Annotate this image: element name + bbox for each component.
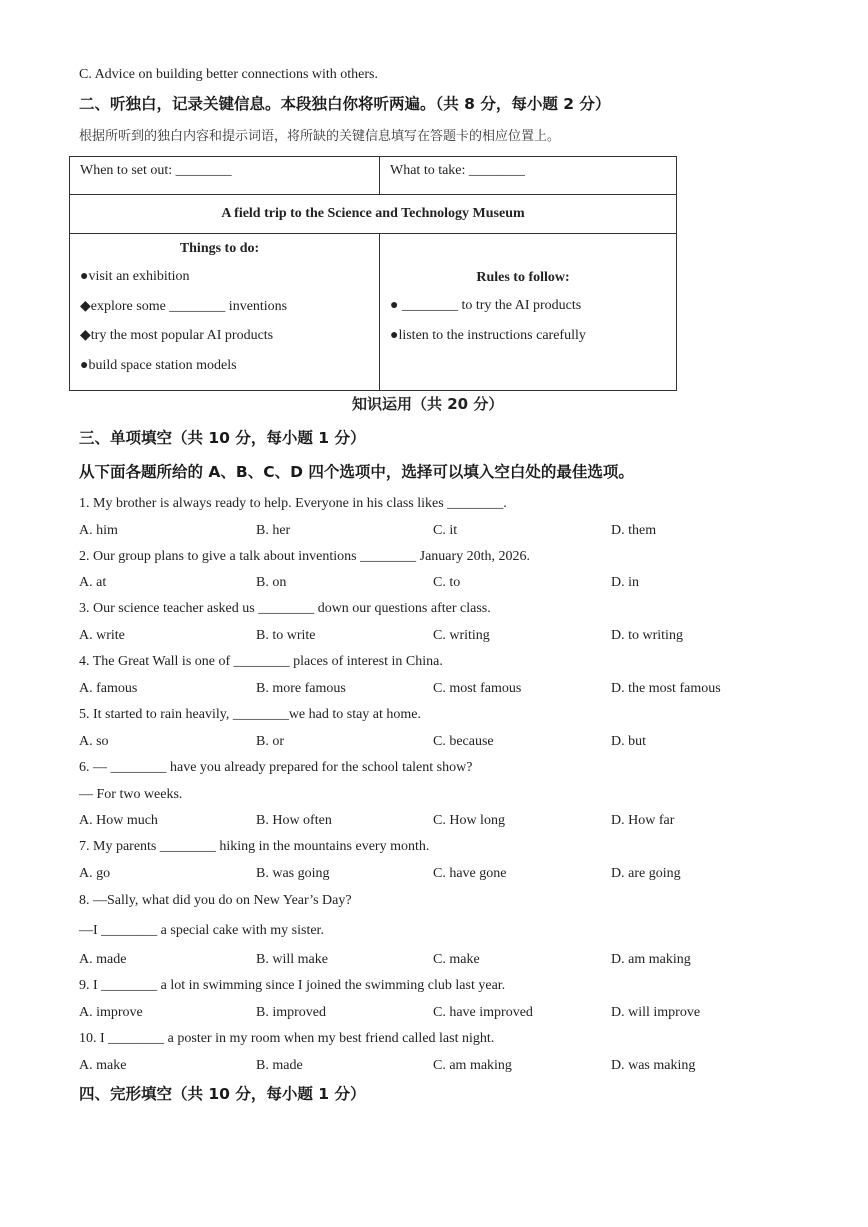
answer-option-b: B. will make	[256, 952, 328, 967]
section-2-heading: 二、听独白，记录关键信息。本段独白你将听两遍。（共 8 分，每小题 2 分）	[79, 95, 611, 113]
answer-option-c: C. most famous	[433, 681, 522, 696]
answer-option-b: B. or	[256, 734, 284, 749]
answer-option-a: A. make	[79, 1058, 127, 1073]
answer-option-c: C. How long	[433, 813, 505, 828]
rules-item: ● ________ to try the AI products	[390, 298, 582, 313]
answer-option-c: C. have improved	[433, 1005, 533, 1020]
answer-option-a: A. so	[79, 734, 109, 749]
rules-item: ●listen to the instructions carefully	[390, 327, 586, 343]
question-stem: 3. Our science teacher asked us ________ down our questions after class.	[79, 601, 491, 616]
question-stem: 5. It started to rain heavily, ________we had to stay at home.	[79, 707, 422, 722]
things-item: ◆explore some ________ inventions	[80, 298, 288, 314]
answer-option-a: A. him	[79, 523, 118, 538]
previous-question-option-c: C. Advice on building better connections with others.	[79, 67, 379, 82]
things-item: ◆try the most popular AI products	[80, 328, 274, 343]
answer-option-b: B. on	[256, 575, 287, 590]
question-stem: 1. My brother is always ready to help. Everyone in his class likes ________.	[79, 496, 507, 511]
things-to-do-title: Things to do:	[179, 241, 260, 256]
section-3-heading: 三、单项填空（共 10 分，每小题 1 分）	[79, 429, 366, 447]
answer-option-c: C. because	[433, 734, 494, 749]
answer-option-d: D. to writing	[611, 628, 683, 643]
section-2-instruction: 根据所听到的独白内容和提示词语，将所缺的关键信息填写在答题卡的相应位置上。	[79, 129, 561, 144]
answer-option-d: D. am making	[611, 952, 691, 967]
answer-option-d: D. but	[611, 734, 646, 749]
answer-option-b: B. improved	[256, 1005, 326, 1020]
answer-option-b: B. How often	[256, 813, 332, 828]
question-stem: 2. Our group plans to give a talk about inventions ________ January 20th, 2026.	[79, 549, 531, 564]
field-trip-table	[69, 156, 677, 391]
answer-option-d: D. in	[611, 575, 639, 590]
table-title: A field trip to the Science and Technology Museum	[221, 206, 525, 221]
things-to-do-cell	[70, 234, 379, 384]
question-stem: 9. I ________ a lot in swimming since I joined the swimming club last year.	[79, 978, 506, 993]
rules-to-follow-title: Rules to follow:	[476, 270, 570, 285]
answer-option-a: A. go	[79, 866, 111, 881]
answer-option-c: C. to	[433, 575, 461, 590]
answer-option-c: C. writing	[433, 628, 490, 643]
things-item: ●build space station models	[80, 357, 237, 373]
answer-option-d: D. the most famous	[611, 681, 721, 696]
answer-option-d: D. will improve	[611, 1005, 701, 1020]
what-to-take-label: What to take: ________	[390, 163, 525, 178]
answer-option-b: B. her	[256, 523, 291, 538]
question-stem-continuation: — For two weeks.	[79, 787, 183, 802]
answer-option-a: A. How much	[79, 813, 158, 828]
section-3-instruction: 从下面各题所给的 A、B、C、D 四个选项中，选择可以填入空白处的最佳选项。	[79, 463, 634, 481]
answer-option-b: B. was going	[256, 866, 330, 881]
answer-option-c: C. am making	[433, 1058, 512, 1073]
answer-option-a: A. at	[79, 575, 107, 590]
question-stem: 6. — ________ have you already prepared for the school talent show?	[79, 760, 473, 775]
answer-option-b: B. made	[256, 1058, 303, 1073]
question-stem-continuation: —I ________ a special cake with my sister.	[79, 923, 324, 938]
question-stem: 4. The Great Wall is one of ________ places of interest in China.	[79, 654, 443, 669]
things-item: ●visit an exhibition	[80, 269, 190, 284]
knowledge-application-heading: 知识运用（共 20 分）	[352, 395, 504, 413]
answer-option-c: C. have gone	[433, 866, 507, 881]
answer-option-c: C. make	[433, 952, 480, 967]
question-stem: 10. I ________ a poster in my room when my best friend called last night.	[79, 1031, 495, 1046]
answer-option-d: D. How far	[611, 813, 675, 828]
when-to-set-out-label: When to set out: ________	[80, 163, 232, 178]
rules-to-follow-cell	[380, 234, 676, 354]
section-4-heading: 四、完形填空（共 10 分，每小题 1 分）	[79, 1085, 366, 1103]
answer-option-d: D. are going	[611, 866, 681, 881]
question-stem: 7. My parents ________ hiking in the mountains every month.	[79, 839, 430, 854]
answer-option-a: A. famous	[79, 681, 138, 696]
answer-option-b: B. to write	[256, 628, 316, 643]
answer-option-c: C. it	[433, 523, 458, 538]
answer-option-d: D. them	[611, 523, 657, 538]
question-stem: 8. —Sally, what did you do on New Year’s Day?	[79, 893, 352, 908]
answer-option-b: B. more famous	[256, 681, 346, 696]
answer-option-a: A. improve	[79, 1005, 143, 1020]
answer-option-d: D. was making	[611, 1058, 696, 1073]
answer-option-a: A. write	[79, 628, 125, 643]
answer-option-a: A. made	[79, 952, 127, 967]
